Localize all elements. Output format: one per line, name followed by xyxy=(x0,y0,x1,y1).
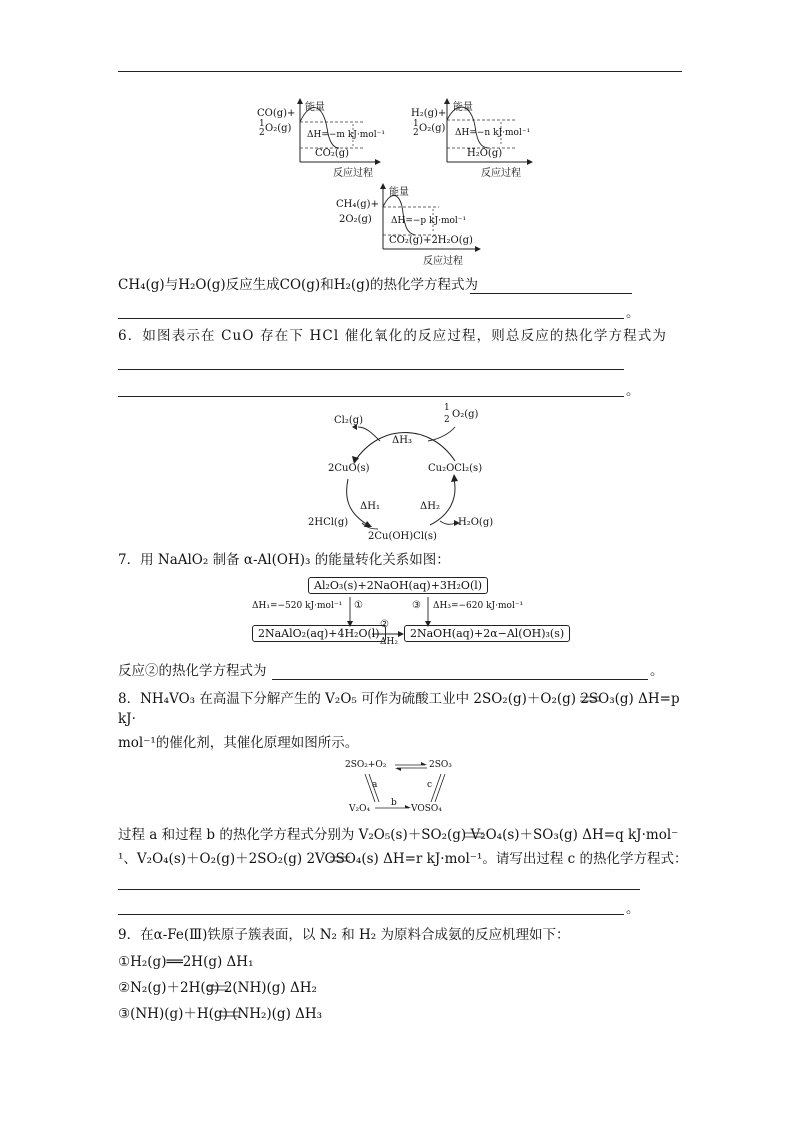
q9-text: 9．在α-Fe(Ⅲ)铁原子簇表面，以 N₂ 和 H₂ 为原料合成氨的反应机理如下： xyxy=(118,927,570,943)
cycle-h2o: H₂O(g) xyxy=(458,517,494,528)
q5-answer-blank-2[interactable] xyxy=(118,318,624,319)
q8-line4: 过程 a 和过程 b 的热化学方程式分别为 V₂O₅(s)＋SO₂(g) V₂O₄(s)＋SO₃(g) ΔH=q kJ·mol⁻ xyxy=(118,827,679,843)
q5-period: 。 xyxy=(626,305,640,321)
q8-line3: mol⁻¹的催化剂，其催化原理如图所示。 xyxy=(118,735,359,751)
q7-period: 。 xyxy=(650,663,664,679)
cycle-o2-den: 2 xyxy=(444,415,450,425)
ch4-axis-x: 反应过程 xyxy=(423,256,463,267)
q7-left-label: ΔH₁=−520 kJ·mol⁻¹ xyxy=(252,601,343,611)
cycle-o2: O₂(g) xyxy=(452,409,479,420)
cycle-hcl: 2HCl(g) xyxy=(308,517,349,528)
q9-reaction-2: ②N₂(g)＋2H(g) 2(NH)(g) ΔH₂ xyxy=(118,980,317,996)
cycle-o2-num: 1 xyxy=(444,403,450,413)
q7-bottom-right-box: 2NaOH(aq)+2α−Al(OH)₃(s) xyxy=(404,625,570,642)
cycle-dh1: ΔH₁ xyxy=(360,501,380,512)
ch4-product: CO₂(g)+2H₂O(g) xyxy=(389,235,473,246)
header-rule xyxy=(118,71,682,72)
q7-text: 7．用 NaAlO₂ 制备 α-Al(OH)₃ 的能量转化关系如图： xyxy=(118,552,450,568)
q8-answer-blank-1[interactable] xyxy=(118,889,640,890)
q8-diag-a: a xyxy=(372,780,378,790)
q6-answer-blank-2[interactable] xyxy=(118,396,624,397)
q8-diag-bottom-left: V₂O₄ xyxy=(349,804,371,814)
cycle-dh2: ΔH₂ xyxy=(420,501,440,512)
q7-dh2: ΔH₂ xyxy=(380,637,398,647)
q6-period: 。 xyxy=(626,383,640,399)
q6-text: 6．如图表示在 CuO 存在下 HCl 催化氧化的反应过程，则总反应的热化学方程式为 xyxy=(118,328,668,344)
q8-equilibrium-arrow-2 xyxy=(464,829,486,841)
ch4-dh: ΔH=−p kJ·mol⁻¹ xyxy=(391,216,467,226)
cycle-dh3: ΔH₃ xyxy=(392,435,412,446)
q8-diag-c: c xyxy=(427,780,433,790)
co-axis-x: 反应过程 xyxy=(333,168,373,179)
q8-diag-top-left: 2SO₂+O₂ xyxy=(345,760,387,770)
q7-circ3: ③ xyxy=(412,600,421,611)
q7-right-label: ΔH₃=−620 kJ·mol⁻¹ xyxy=(433,601,524,611)
q8-line1: 8．NH₄VO₃ 在高温下分解产生的 V₂O₅ 可作为硫酸工业中 2SO₂(g)＋O₂(g) 2SO₃(g) ΔH=p xyxy=(118,691,680,707)
q8-period: 。 xyxy=(626,901,640,917)
h2-o2: O₂(g) xyxy=(419,123,446,134)
cycle-cuohcl: 2Cu(OH)Cl(s) xyxy=(368,531,437,542)
h2-reactant: H₂(g)+ xyxy=(411,108,447,119)
cycle-cl2: Cl₂(g) xyxy=(334,415,364,426)
q5-answer-blank-1[interactable] xyxy=(470,293,632,294)
q7-circ2: ② xyxy=(380,619,389,630)
h2-dh: ΔH=−n kJ·mol⁻¹ xyxy=(455,128,531,138)
q8-catalysis-diagram xyxy=(345,758,465,820)
q7-answer-blank[interactable] xyxy=(272,679,648,680)
q7-circ1: ① xyxy=(354,600,363,611)
ch4-o2: 2O₂(g) xyxy=(339,214,372,225)
q7-energy-relation xyxy=(250,575,565,651)
cycle-cuo: 2CuO(s) xyxy=(328,463,370,474)
q9-reaction-3: ③(NH)(g)＋H(g) (NH₂)(g) ΔH₃ xyxy=(118,1006,323,1022)
co-frac-den: 2 xyxy=(259,128,265,138)
q8-diag-bottom-right: VOSO₄ xyxy=(411,804,442,814)
q6-answer-blank-1[interactable] xyxy=(118,369,624,370)
co-axis-y: 能量 xyxy=(305,102,325,113)
co-product: CO₂(g) xyxy=(315,148,350,159)
energy-diagram-co xyxy=(255,98,385,180)
co-dh: ΔH=−m kJ·mol⁻¹ xyxy=(307,130,385,140)
co-o2: O₂(g) xyxy=(265,123,292,134)
co-frac-num: 1 xyxy=(259,119,265,129)
energy-diagram-h2 xyxy=(409,98,539,180)
h2-product: H₂O(g) xyxy=(467,148,503,159)
h2-frac-den: 2 xyxy=(413,128,419,138)
q8-line2: kJ· xyxy=(118,711,136,727)
h2-frac-num: 1 xyxy=(413,119,419,129)
q8-diag-top-right: 2SO₃ xyxy=(429,760,452,770)
co-reactant: CO(g)+ xyxy=(257,108,296,119)
q7-top-box: Al₂O₃(s)+2NaOH(aq)+3H₂O(l) xyxy=(308,577,488,594)
q9-equilibrium-arrow-3 xyxy=(220,1008,242,1020)
h2-axis-y: 能量 xyxy=(453,102,473,113)
hcl-oxidation-cycle xyxy=(300,403,510,549)
ch4-reactant: CH₄(g)+ xyxy=(336,199,379,210)
q7-answer-prompt: 反应②的热化学方程式为 xyxy=(118,663,267,679)
q5-prompt: CH₄(g)与H₂O(g)反应生成CO(g)和H₂(g)的热化学方程式为 xyxy=(118,277,479,293)
q8-equilibrium-arrow-1 xyxy=(580,693,602,705)
q7-bottom-left-box: 2NaAlO₂(aq)+4H₂O(l) xyxy=(252,625,386,642)
q9-reaction-1: ①H₂(g)══2H(g) ΔH₁ xyxy=(118,954,254,970)
h2-axis-x: 反应过程 xyxy=(481,168,521,179)
energy-diagram-ch4 xyxy=(335,183,485,269)
ch4-axis-y: 能量 xyxy=(389,187,409,198)
q8-line5: ¹、V₂O₄(s)＋O₂(g)＋2SO₂(g) 2VOSO₄(s) ΔH=r kJ·mol⁻¹。请写出过程 c 的热化学方程式： xyxy=(118,851,688,867)
cycle-cu2ocl2: Cu₂OCl₂(s) xyxy=(428,463,483,474)
q8-diag-b: b xyxy=(391,798,397,808)
q8-equilibrium-arrow-3 xyxy=(330,853,352,865)
q9-equilibrium-arrow-2 xyxy=(208,982,230,994)
q8-answer-blank-2[interactable] xyxy=(118,914,624,915)
